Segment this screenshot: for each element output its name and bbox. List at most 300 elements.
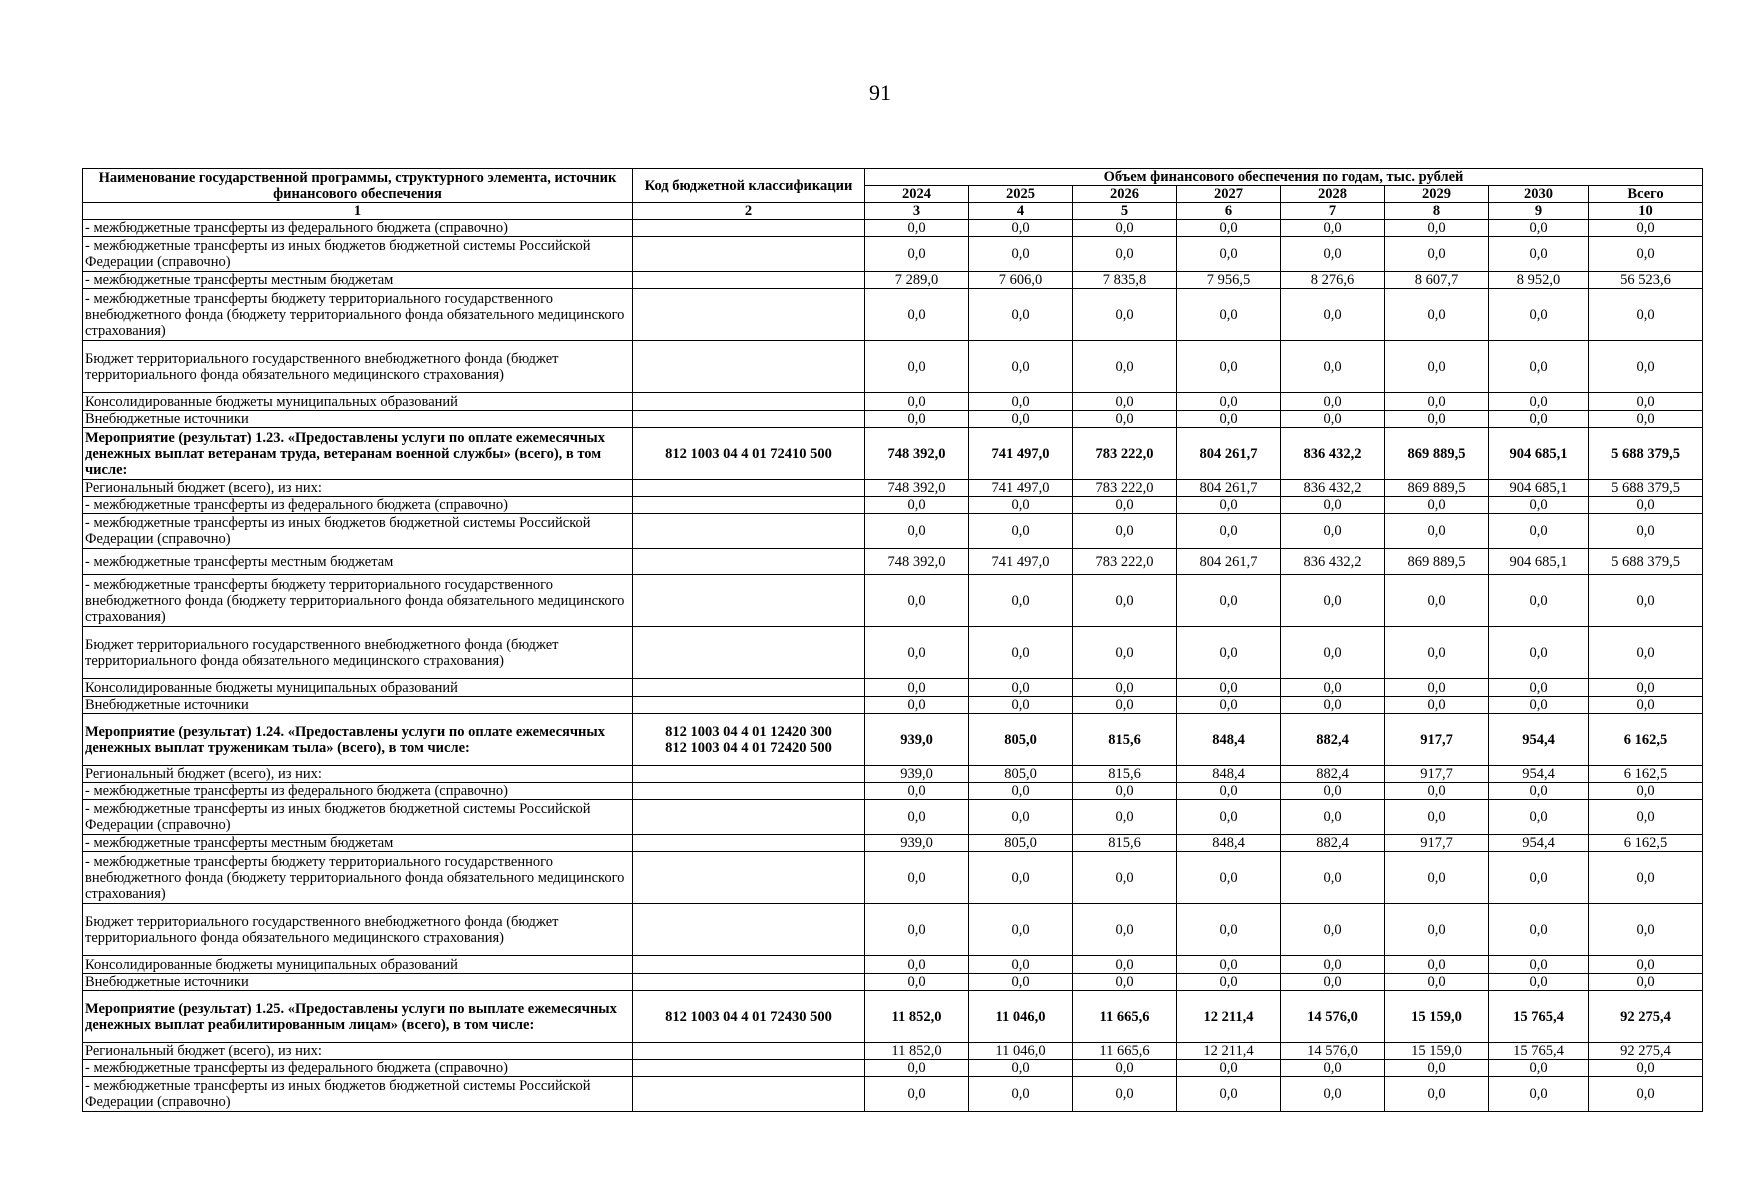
- row-value: 0,0: [1489, 411, 1589, 428]
- row-name: - межбюджетные трансферты местным бюджетам: [83, 272, 633, 289]
- row-value: 0,0: [1073, 852, 1177, 904]
- row-value: 836 432,2: [1281, 428, 1385, 480]
- row-value: 0,0: [865, 956, 969, 974]
- row-value: 92 275,4: [1589, 991, 1703, 1043]
- row-value: 0,0: [865, 800, 969, 835]
- row-value: 7 606,0: [969, 272, 1073, 289]
- row-name: Консолидированные бюджеты муниципальных образований: [83, 393, 633, 411]
- row-value: 0,0: [1281, 1077, 1385, 1112]
- row-value: 869 889,5: [1385, 549, 1489, 575]
- row-value: 954,4: [1489, 714, 1589, 766]
- header-column-number: 10: [1589, 203, 1703, 220]
- row-value: 11 852,0: [865, 991, 969, 1043]
- row-value: 939,0: [865, 766, 969, 783]
- row-value: 11 665,6: [1073, 1043, 1177, 1060]
- row-value: 0,0: [1281, 341, 1385, 393]
- row-value: 805,0: [969, 766, 1073, 783]
- row-budget-code: [633, 783, 865, 800]
- row-value: 0,0: [969, 1077, 1073, 1112]
- row-name: Консолидированные бюджеты муниципальных образований: [83, 956, 633, 974]
- row-value: 0,0: [1073, 575, 1177, 627]
- header-column-number: 5: [1073, 203, 1177, 220]
- row-value: 0,0: [1281, 220, 1385, 237]
- table-row: [83, 289, 1703, 341]
- row-name: - межбюджетные трансферты бюджету территориального государственного внебюджетного фонда (бюджету территориального фонда обязательного медицинского страхования): [83, 575, 633, 627]
- row-value: 0,0: [1073, 904, 1177, 956]
- row-value: 954,4: [1489, 766, 1589, 783]
- row-budget-code: [633, 835, 865, 852]
- row-value: 815,6: [1073, 714, 1177, 766]
- row-budget-code: [633, 272, 865, 289]
- row-value: 848,4: [1177, 714, 1281, 766]
- row-value: 0,0: [1589, 514, 1703, 549]
- row-value: 7 835,8: [1073, 272, 1177, 289]
- row-value: 0,0: [1073, 237, 1177, 272]
- row-budget-code: [633, 679, 865, 697]
- header-year: 2027: [1177, 186, 1281, 203]
- row-value: 805,0: [969, 714, 1073, 766]
- row-value: 5 688 379,5: [1589, 428, 1703, 480]
- row-value: 0,0: [1281, 974, 1385, 991]
- row-value: 0,0: [1177, 697, 1281, 714]
- row-value: 0,0: [969, 1060, 1073, 1077]
- row-value: 0,0: [969, 220, 1073, 237]
- row-value: 0,0: [1177, 1060, 1281, 1077]
- row-name: Мероприятие (результат) 1.23. «Предоставлены услуги по оплате ежемесячных денежных выплат ветеранам труда, ветеранам военной службы» (всего), в том числе:: [83, 428, 633, 480]
- row-budget-code: [633, 956, 865, 974]
- row-value: 0,0: [969, 393, 1073, 411]
- row-value: 0,0: [865, 1060, 969, 1077]
- row-value: 8 607,7: [1385, 272, 1489, 289]
- row-name: Мероприятие (результат) 1.25. «Предоставлены услуги по выплате ежемесячных денежных выплат реабилитированным лицам» (всего), в том числе:: [83, 991, 633, 1043]
- row-value: 0,0: [1385, 627, 1489, 679]
- row-budget-code: [633, 549, 865, 575]
- row-value: 0,0: [865, 393, 969, 411]
- row-value: 0,0: [1385, 1060, 1489, 1077]
- row-name: Региональный бюджет (всего), из них:: [83, 1043, 633, 1060]
- row-value: 0,0: [1385, 411, 1489, 428]
- row-value: 0,0: [1589, 904, 1703, 956]
- row-value: 0,0: [1489, 783, 1589, 800]
- row-value: 0,0: [1281, 904, 1385, 956]
- row-value: 848,4: [1177, 766, 1281, 783]
- row-value: 0,0: [1177, 800, 1281, 835]
- row-budget-code: [633, 393, 865, 411]
- table-row: [83, 237, 1703, 272]
- row-name: - межбюджетные трансферты из федерального бюджета (справочно): [83, 783, 633, 800]
- row-value: 815,6: [1073, 766, 1177, 783]
- row-budget-code: [633, 411, 865, 428]
- row-budget-code: [633, 514, 865, 549]
- row-value: 741 497,0: [969, 428, 1073, 480]
- row-budget-code: [633, 800, 865, 835]
- row-value: 0,0: [1489, 1077, 1589, 1112]
- row-value: 0,0: [1589, 627, 1703, 679]
- row-value: 0,0: [1489, 852, 1589, 904]
- row-value: 0,0: [1489, 497, 1589, 514]
- row-value: 0,0: [1589, 497, 1703, 514]
- row-value: 0,0: [1489, 679, 1589, 697]
- row-budget-code: [633, 341, 865, 393]
- row-value: 869 889,5: [1385, 428, 1489, 480]
- row-value: 0,0: [1073, 697, 1177, 714]
- row-value: 0,0: [1177, 220, 1281, 237]
- row-value: 0,0: [1489, 220, 1589, 237]
- row-value: 0,0: [1073, 974, 1177, 991]
- row-value: 14 576,0: [1281, 1043, 1385, 1060]
- header-column-number: 1: [83, 203, 633, 220]
- header-volume: Объем финансового обеспечения по годам, тыс. рублей: [865, 169, 1703, 186]
- row-value: 0,0: [969, 852, 1073, 904]
- row-value: 0,0: [969, 514, 1073, 549]
- row-value: 0,0: [1281, 956, 1385, 974]
- table-row: [83, 697, 1703, 714]
- row-value: 0,0: [1281, 575, 1385, 627]
- row-value: 0,0: [1589, 852, 1703, 904]
- row-value: 804 261,7: [1177, 549, 1281, 575]
- row-value: 0,0: [1385, 575, 1489, 627]
- row-value: 0,0: [969, 679, 1073, 697]
- row-value: 0,0: [1073, 1060, 1177, 1077]
- row-value: 0,0: [1589, 956, 1703, 974]
- row-name: - межбюджетные трансферты бюджету территориального государственного внебюджетного фонда (бюджету территориального фонда обязательного медицинского страхования): [83, 289, 633, 341]
- row-value: 0,0: [1281, 627, 1385, 679]
- row-value: 741 497,0: [969, 480, 1073, 497]
- row-value: 0,0: [1489, 514, 1589, 549]
- row-value: 0,0: [1385, 679, 1489, 697]
- row-name: - межбюджетные трансферты из федерального бюджета (справочно): [83, 1060, 633, 1077]
- row-value: 0,0: [1073, 679, 1177, 697]
- row-value: 92 275,4: [1589, 1043, 1703, 1060]
- row-value: 0,0: [865, 697, 969, 714]
- row-value: 0,0: [865, 904, 969, 956]
- row-value: 0,0: [1177, 974, 1281, 991]
- table-body: [83, 220, 1703, 1112]
- row-value: 0,0: [1589, 237, 1703, 272]
- row-value: 7 956,5: [1177, 272, 1281, 289]
- row-value: 0,0: [969, 904, 1073, 956]
- row-value: 0,0: [1589, 289, 1703, 341]
- row-value: 0,0: [1073, 220, 1177, 237]
- row-name: - межбюджетные трансферты из федерального бюджета (справочно): [83, 220, 633, 237]
- table-row: [83, 1043, 1703, 1060]
- row-value: 783 222,0: [1073, 480, 1177, 497]
- activity-row: [83, 714, 1703, 766]
- header-column-number: 4: [969, 203, 1073, 220]
- table-row: [83, 514, 1703, 549]
- row-name: Внебюджетные источники: [83, 411, 633, 428]
- row-value: 8 276,6: [1281, 272, 1385, 289]
- row-value: 0,0: [1385, 237, 1489, 272]
- row-value: 0,0: [1073, 289, 1177, 341]
- header-year: 2025: [969, 186, 1073, 203]
- row-value: 748 392,0: [865, 549, 969, 575]
- row-value: 783 222,0: [1073, 549, 1177, 575]
- row-value: 0,0: [865, 341, 969, 393]
- row-value: 882,4: [1281, 766, 1385, 783]
- row-budget-code: 812 1003 04 4 01 72430 500: [633, 991, 865, 1043]
- row-value: 0,0: [1589, 800, 1703, 835]
- row-value: 0,0: [1281, 411, 1385, 428]
- row-value: 0,0: [969, 783, 1073, 800]
- row-value: 805,0: [969, 835, 1073, 852]
- row-budget-code: [633, 575, 865, 627]
- table-row: [83, 1077, 1703, 1112]
- table-row: [83, 393, 1703, 411]
- row-value: 0,0: [1589, 697, 1703, 714]
- row-value: 0,0: [1489, 974, 1589, 991]
- row-value: 15 765,4: [1489, 991, 1589, 1043]
- row-value: 14 576,0: [1281, 991, 1385, 1043]
- row-budget-code: [633, 497, 865, 514]
- row-value: 904 685,1: [1489, 428, 1589, 480]
- row-name: - межбюджетные трансферты из федерального бюджета (справочно): [83, 497, 633, 514]
- header-year: 2024: [865, 186, 969, 203]
- row-value: 0,0: [1589, 220, 1703, 237]
- row-value: 0,0: [1177, 783, 1281, 800]
- header-column-number: 8: [1385, 203, 1489, 220]
- row-value: 0,0: [969, 237, 1073, 272]
- row-name: Консолидированные бюджеты муниципальных образований: [83, 679, 633, 697]
- row-value: 0,0: [1281, 1060, 1385, 1077]
- row-budget-code: [633, 237, 865, 272]
- row-value: 0,0: [1489, 904, 1589, 956]
- row-value: 0,0: [1385, 800, 1489, 835]
- row-value: 0,0: [969, 341, 1073, 393]
- table-row: [83, 1060, 1703, 1077]
- header-code: Код бюджетной классификации: [633, 169, 865, 203]
- row-value: 11 046,0: [969, 1043, 1073, 1060]
- row-value: 804 261,7: [1177, 428, 1281, 480]
- row-budget-code: 812 1003 04 4 01 72410 500: [633, 428, 865, 480]
- row-value: 0,0: [865, 852, 969, 904]
- row-value: 0,0: [1177, 393, 1281, 411]
- row-value: 848,4: [1177, 835, 1281, 852]
- row-value: 0,0: [1489, 627, 1589, 679]
- row-value: 0,0: [1281, 289, 1385, 341]
- row-value: 11 852,0: [865, 1043, 969, 1060]
- row-name: - межбюджетные трансферты из иных бюджетов бюджетной системы Российской Федерации (справочно): [83, 800, 633, 835]
- row-value: 0,0: [1073, 627, 1177, 679]
- row-value: 882,4: [1281, 714, 1385, 766]
- row-budget-code: [633, 220, 865, 237]
- row-budget-code: [633, 766, 865, 783]
- row-value: 0,0: [1073, 497, 1177, 514]
- row-value: 0,0: [865, 497, 969, 514]
- row-name: - межбюджетные трансферты местным бюджетам: [83, 835, 633, 852]
- row-value: 0,0: [1589, 341, 1703, 393]
- row-name: Региональный бюджет (всего), из них:: [83, 766, 633, 783]
- table-row: [83, 766, 1703, 783]
- row-budget-code: [633, 904, 865, 956]
- header-year: 2026: [1073, 186, 1177, 203]
- row-value: 0,0: [1589, 974, 1703, 991]
- row-value: 0,0: [1281, 679, 1385, 697]
- row-budget-code: 812 1003 04 4 01 12420 300 812 1003 04 4 01 72420 500: [633, 714, 865, 766]
- row-value: 748 392,0: [865, 428, 969, 480]
- row-value: 0,0: [1177, 237, 1281, 272]
- row-value: 0,0: [1177, 289, 1281, 341]
- row-value: 0,0: [1385, 956, 1489, 974]
- row-value: 0,0: [1073, 1077, 1177, 1112]
- row-value: 917,7: [1385, 766, 1489, 783]
- row-value: 939,0: [865, 835, 969, 852]
- row-name: Внебюджетные источники: [83, 697, 633, 714]
- row-value: 748 392,0: [865, 480, 969, 497]
- row-budget-code: [633, 1043, 865, 1060]
- row-value: 8 952,0: [1489, 272, 1589, 289]
- row-budget-code: [633, 627, 865, 679]
- row-value: 0,0: [969, 497, 1073, 514]
- row-value: 804 261,7: [1177, 480, 1281, 497]
- row-value: 11 046,0: [969, 991, 1073, 1043]
- row-value: 6 162,5: [1589, 835, 1703, 852]
- row-value: 904 685,1: [1489, 480, 1589, 497]
- row-value: 0,0: [1589, 411, 1703, 428]
- page-number: 91: [869, 80, 891, 105]
- row-value: 917,7: [1385, 714, 1489, 766]
- row-value: 0,0: [865, 974, 969, 991]
- row-value: 0,0: [1489, 575, 1589, 627]
- row-value: 0,0: [1177, 341, 1281, 393]
- header-column-number: 3: [865, 203, 969, 220]
- row-value: 15 159,0: [1385, 1043, 1489, 1060]
- row-value: 0,0: [865, 289, 969, 341]
- table-row: [83, 679, 1703, 697]
- row-name: - межбюджетные трансферты местным бюджетам: [83, 549, 633, 575]
- table-row: [83, 835, 1703, 852]
- row-value: 904 685,1: [1489, 549, 1589, 575]
- row-value: 11 665,6: [1073, 991, 1177, 1043]
- row-value: 0,0: [1177, 514, 1281, 549]
- row-value: 0,0: [969, 800, 1073, 835]
- row-value: 0,0: [1385, 341, 1489, 393]
- table-row: [83, 627, 1703, 679]
- row-value: 0,0: [969, 411, 1073, 428]
- header-column-numbers-row: [83, 203, 1703, 220]
- row-budget-code: [633, 1060, 865, 1077]
- row-value: 15 765,4: [1489, 1043, 1589, 1060]
- row-value: 12 211,4: [1177, 1043, 1281, 1060]
- table-row: [83, 974, 1703, 991]
- row-value: 783 222,0: [1073, 428, 1177, 480]
- row-budget-code: [633, 289, 865, 341]
- row-value: 0,0: [1489, 697, 1589, 714]
- row-name: Бюджет территориального государственного внебюджетного фонда (бюджет территориального фонда обязательного медицинского страхования): [83, 627, 633, 679]
- row-value: 0,0: [1177, 497, 1281, 514]
- row-value: 0,0: [1385, 904, 1489, 956]
- row-value: 0,0: [1385, 974, 1489, 991]
- row-value: 0,0: [1177, 627, 1281, 679]
- row-value: 0,0: [865, 627, 969, 679]
- row-value: 0,0: [969, 956, 1073, 974]
- header-column-number: 7: [1281, 203, 1385, 220]
- table-row: [83, 220, 1703, 237]
- row-value: 869 889,5: [1385, 480, 1489, 497]
- row-value: 0,0: [1589, 679, 1703, 697]
- row-value: 0,0: [1281, 393, 1385, 411]
- row-value: 0,0: [865, 1077, 969, 1112]
- row-name: Бюджет территориального государственного внебюджетного фонда (бюджет территориального фонда обязательного медицинского страхования): [83, 904, 633, 956]
- row-value: 0,0: [1177, 852, 1281, 904]
- row-value: 0,0: [865, 514, 969, 549]
- activity-row: [83, 991, 1703, 1043]
- row-value: 0,0: [1073, 956, 1177, 974]
- financing-table: [82, 168, 1703, 1112]
- row-value: 882,4: [1281, 835, 1385, 852]
- row-value: 0,0: [1489, 289, 1589, 341]
- row-value: 0,0: [1177, 679, 1281, 697]
- row-value: 0,0: [1073, 783, 1177, 800]
- row-budget-code: [633, 697, 865, 714]
- header-column-number: 6: [1177, 203, 1281, 220]
- table-row: [83, 272, 1703, 289]
- table-row: [83, 497, 1703, 514]
- row-value: 0,0: [1589, 1060, 1703, 1077]
- row-budget-code: [633, 480, 865, 497]
- row-value: 0,0: [865, 783, 969, 800]
- header-column-number: 9: [1489, 203, 1589, 220]
- row-value: 0,0: [969, 974, 1073, 991]
- row-name: - межбюджетные трансферты из иных бюджетов бюджетной системы Российской Федерации (справочно): [83, 514, 633, 549]
- row-budget-code: [633, 974, 865, 991]
- row-value: 0,0: [1589, 575, 1703, 627]
- row-value: 0,0: [1385, 220, 1489, 237]
- row-value: 6 162,5: [1589, 766, 1703, 783]
- row-value: 741 497,0: [969, 549, 1073, 575]
- row-value: 0,0: [1177, 904, 1281, 956]
- row-value: 5 688 379,5: [1589, 549, 1703, 575]
- row-value: 939,0: [865, 714, 969, 766]
- row-value: 12 211,4: [1177, 991, 1281, 1043]
- row-value: 6 162,5: [1589, 714, 1703, 766]
- row-value: 836 432,2: [1281, 480, 1385, 497]
- row-name: - межбюджетные трансферты из иных бюджетов бюджетной системы Российской Федерации (справочно): [83, 237, 633, 272]
- row-value: 0,0: [1281, 852, 1385, 904]
- row-value: 0,0: [1281, 497, 1385, 514]
- row-value: 0,0: [1489, 1060, 1589, 1077]
- table-row: [83, 904, 1703, 956]
- row-value: 0,0: [1489, 237, 1589, 272]
- row-value: 0,0: [1385, 514, 1489, 549]
- table-row: [83, 411, 1703, 428]
- row-value: 0,0: [865, 411, 969, 428]
- row-value: 0,0: [969, 697, 1073, 714]
- row-value: 0,0: [1385, 1077, 1489, 1112]
- row-value: 15 159,0: [1385, 991, 1489, 1043]
- header-year: 2028: [1281, 186, 1385, 203]
- row-budget-code: [633, 1077, 865, 1112]
- row-value: 7 289,0: [865, 272, 969, 289]
- row-value: 0,0: [1073, 411, 1177, 428]
- row-name: Внебюджетные источники: [83, 974, 633, 991]
- header-year: 2029: [1385, 186, 1489, 203]
- row-value: 0,0: [865, 220, 969, 237]
- row-value: 836 432,2: [1281, 549, 1385, 575]
- row-value: 0,0: [1385, 497, 1489, 514]
- row-value: 5 688 379,5: [1589, 480, 1703, 497]
- row-value: 0,0: [1073, 393, 1177, 411]
- row-value: 917,7: [1385, 835, 1489, 852]
- table-row: [83, 549, 1703, 575]
- row-name: Мероприятие (результат) 1.24. «Предоставлены услуги по оплате ежемесячных денежных выплат труженикам тыла» (всего), в том числе:: [83, 714, 633, 766]
- row-value: 0,0: [865, 679, 969, 697]
- row-value: 0,0: [1281, 783, 1385, 800]
- row-value: 0,0: [1177, 1077, 1281, 1112]
- row-value: 0,0: [1489, 393, 1589, 411]
- row-name: Бюджет территориального государственного внебюджетного фонда (бюджет территориального фонда обязательного медицинского страхования): [83, 341, 633, 393]
- row-value: 0,0: [1281, 800, 1385, 835]
